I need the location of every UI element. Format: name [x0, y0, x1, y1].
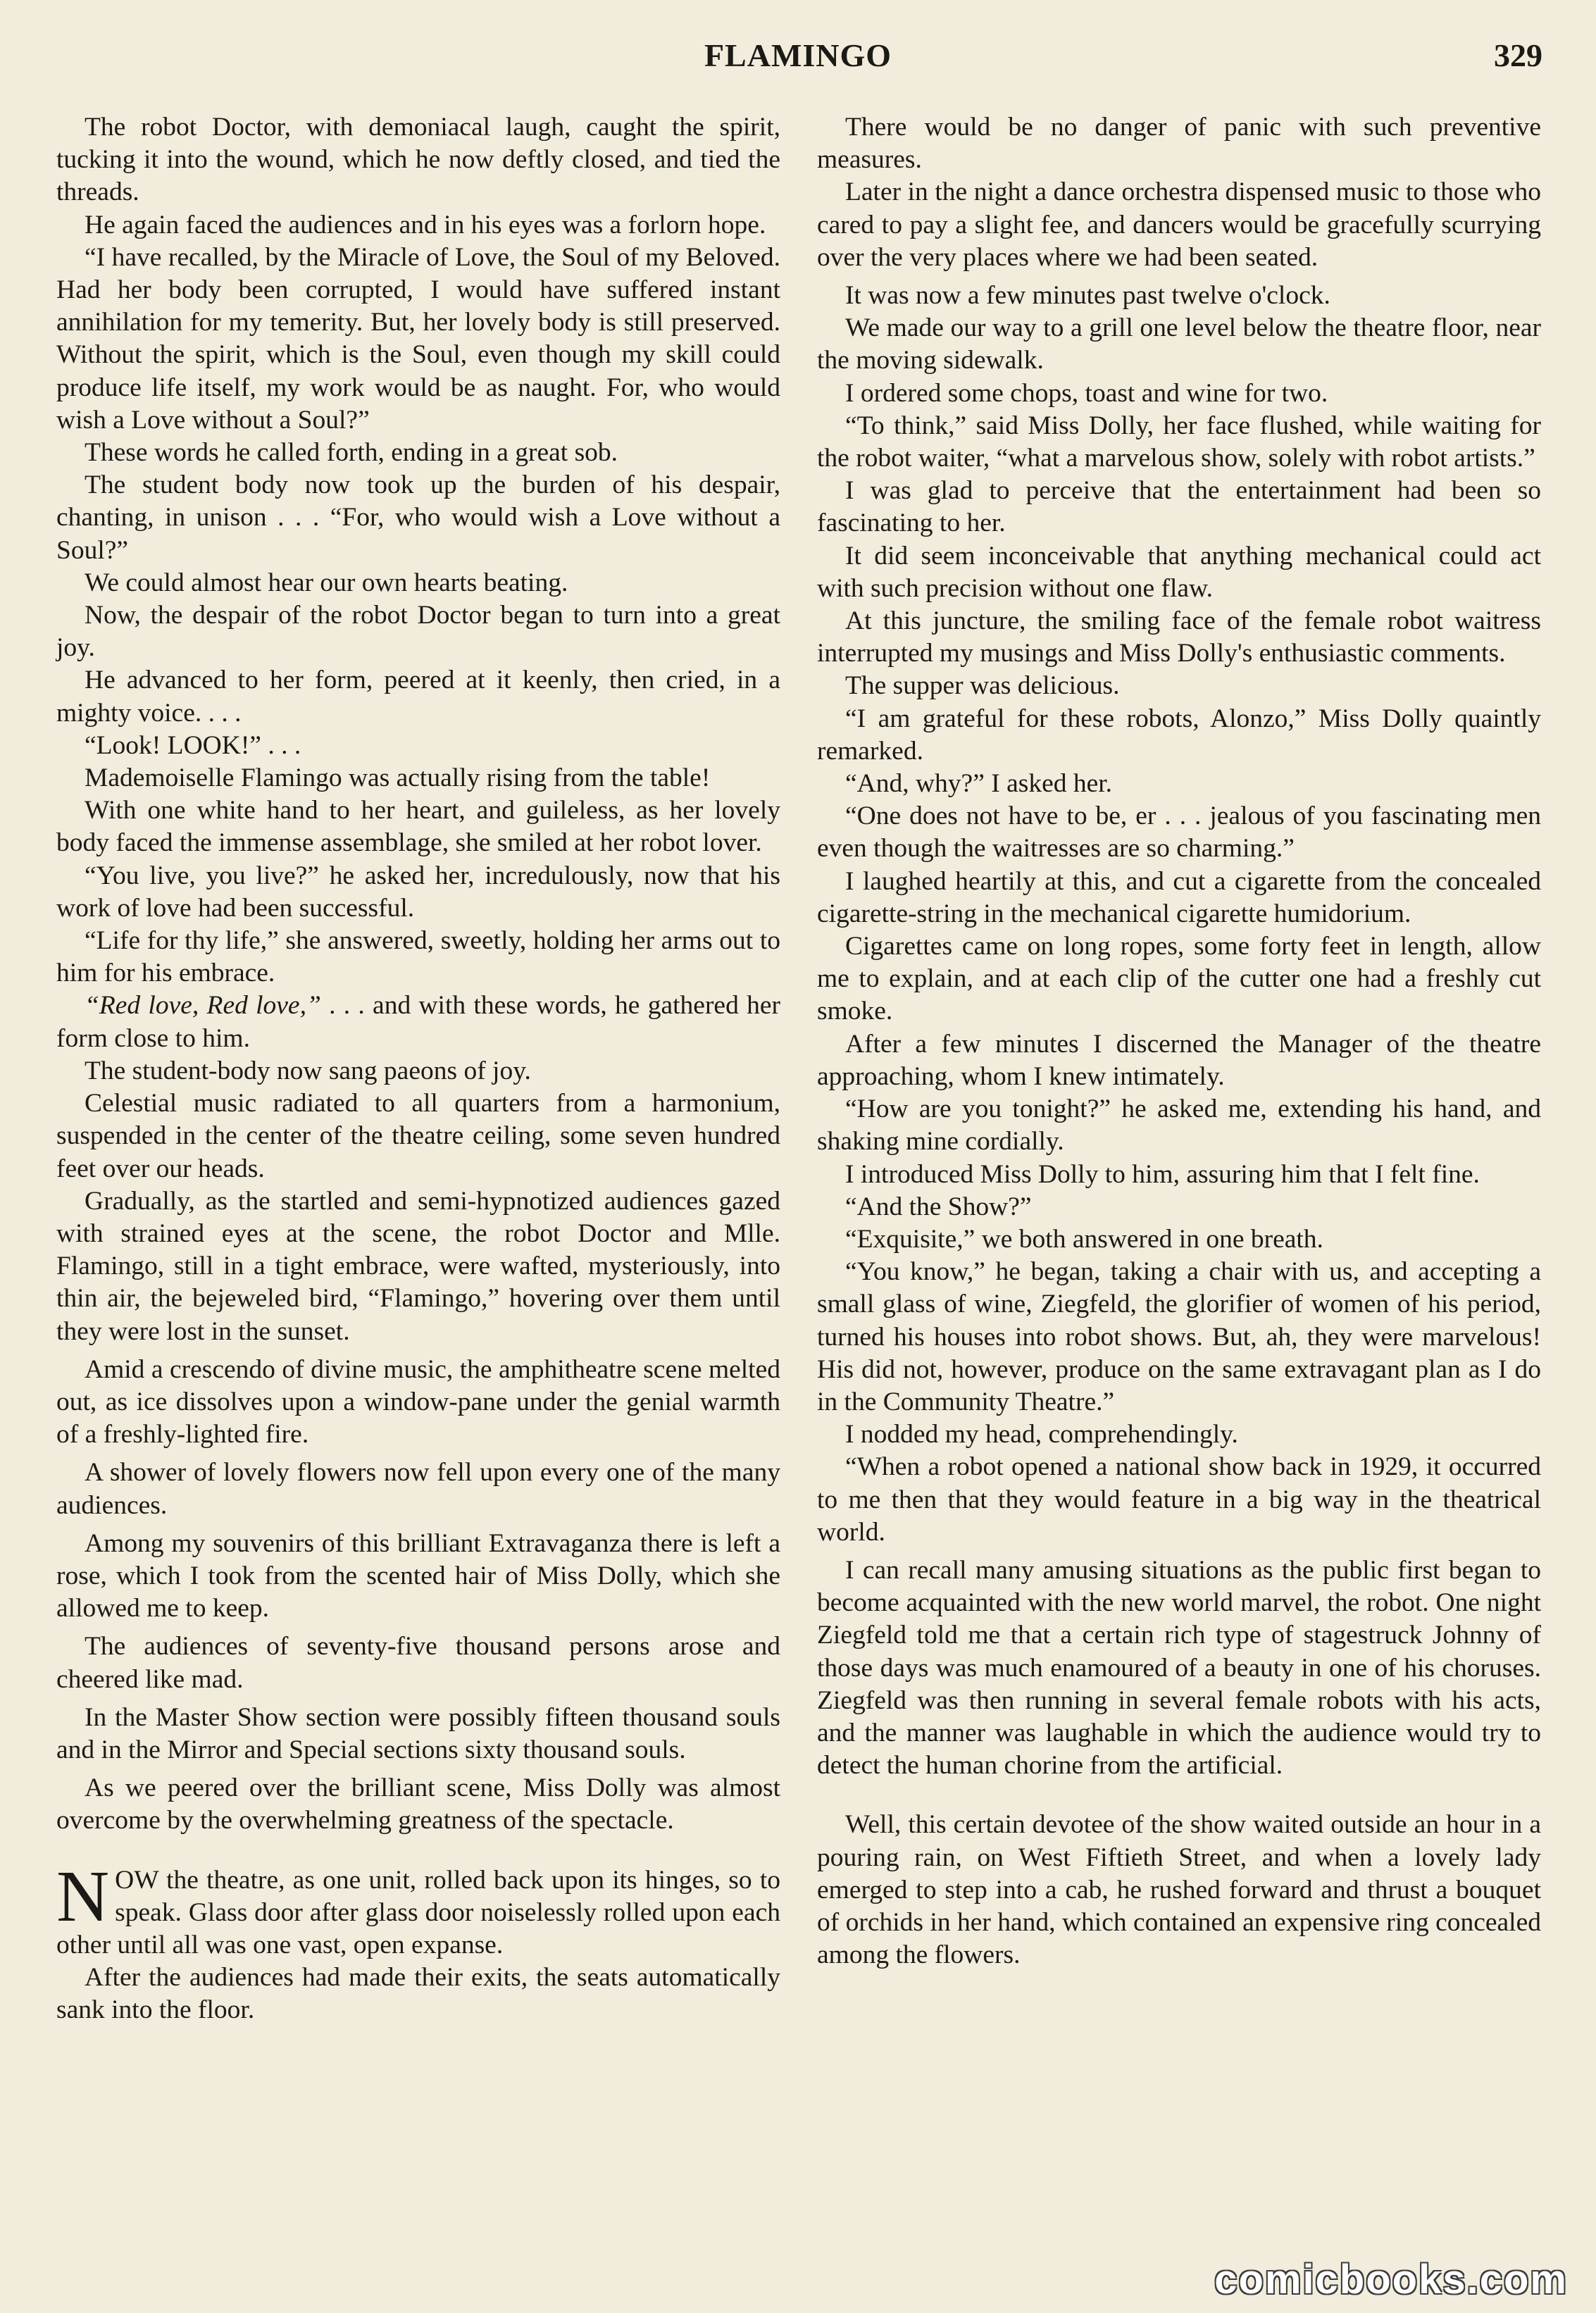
paragraph: I was glad to perceive that the entertainment had been so fascinating to her.: [817, 476, 1541, 538]
paragraph: Later in the night a dance orchestra dispensed music to those who cared to pay a slight fee, and dancers would be gracefully scurrying over the very places where we had been seated.: [817, 177, 1541, 272]
paragraph: I can recall many amusing situations as the public first began to become acquainted with the new world marvel, the robot. One night Ziegfeld told me that a certain rich type of stagestruck Johnny of those days was much enamoured of a beauty in one of his choruses. Ziegfeld was then running in several female robots with his acts, and the manner was laughable in which the audience would try to detect the human chorine from the artificial.: [817, 1555, 1541, 1781]
paragraph: The supper was delicious.: [845, 671, 1120, 701]
paragraph: It was now a few minutes past twelve o'clock.: [845, 281, 1330, 311]
page-number: 329: [1494, 37, 1542, 73]
drop-cap: N: [56, 1855, 110, 1937]
paragraph: Amid a crescendo of divine music, the amphitheatre scene melted out, as ice dissolves upon a window-pane under the genial warmth of a freshly-lighted fire.: [56, 1354, 780, 1449]
paragraph: We made our way to a grill one level below the theatre floor, near the moving sidewalk.: [817, 313, 1541, 375]
dropcap-paragraph: [56, 1855, 780, 1962]
paragraph: These words he called forth, ending in a great sob.: [85, 438, 618, 468]
paragraph: We could almost hear our own hearts beating.: [85, 568, 568, 597]
paragraph: “And, why?” I asked her.: [845, 769, 1113, 799]
paragraph: “When a robot opened a national show back in 1929, it occurred to me then that they would feature in a big way in the theatrical world.: [817, 1452, 1541, 1547]
left-column: [56, 111, 780, 2027]
page-header: [0, 37, 1596, 86]
paragraph: Celestial music radiated to all quarters from a harmonium, suspended in the center of the theatre ceiling, some seven hundred feet over our heads.: [56, 1089, 780, 1183]
paragraph: There would be no danger of panic with such preventive measures.: [817, 113, 1541, 175]
paragraph: The audiences of seventy-five thousand persons arose and cheered like mad.: [56, 1632, 780, 1694]
paragraph: “Look! LOOK!” . . .: [85, 730, 301, 760]
paragraph: He again faced the audiences and in his eyes was a forlorn hope.: [85, 210, 766, 239]
paragraph: “How are you tonight?” he asked me, extending his hand, and shaking mine cordially.: [817, 1095, 1541, 1156]
right-column: [817, 111, 1541, 1971]
paragraph: “Life for thy life,” she answered, sweetly, holding her arms out to him for his embrace.: [56, 926, 780, 988]
paragraph: Cigarettes came on long ropes, some forty feet in length, allow me to explain, and at each clip of the cutter one had a freshly cut smoke.: [817, 932, 1541, 1026]
paragraph: He advanced to her form, peered at it keenly, then cried, in a mighty voice. . . .: [56, 666, 780, 728]
paragraph: In the Master Show section were possibly fifteen thousand souls and in the Mirror and Special sections sixty thousand souls.: [56, 1702, 780, 1764]
paragraph: The student-body now sang paeons of joy.: [85, 1056, 531, 1085]
italic-quote: “Red love, Red love,”: [85, 991, 321, 1021]
paragraph: A shower of lovely flowers now fell upon every one of the many audiences.: [56, 1458, 780, 1520]
paragraph: The student body now took up the burden of his despair, chanting, in unison . . . “For, who would wish a Love without a Soul?”: [56, 470, 780, 565]
paragraph: At this juncture, the smiling face of the female robot waitress interrupted my musings and Miss Dolly's enthusiastic comments.: [817, 606, 1541, 668]
paragraph: Mademoiselle Flamingo was actually rising from the table!: [85, 763, 711, 793]
paragraph: As we peered over the brilliant scene, Miss Dolly was almost overcome by the overwhelming greatness of the spectacle.: [56, 1773, 780, 1835]
paragraph: I introduced Miss Dolly to him, assuring him that I felt fine.: [845, 1159, 1480, 1189]
paragraph: “I have recalled, by the Miracle of Love, the Soul of my Beloved. Had her body been corrupted, I would have suffered instant annihilation for my temerity. But, her lovely body is still preserved. Without the spirit, which is the Soul, even though my skill could produce life itself, my work would be as naught. For, who would wish a Love without a Soul?”: [56, 242, 780, 435]
paragraph: “Exquisite,” we both answered in one breath.: [845, 1224, 1323, 1254]
paragraph: I ordered some chops, toast and wine for two.: [845, 378, 1328, 408]
paragraph-text: OW the theatre, as one unit, rolled back upon its hinges, so to speak. Glass door after glass door noiselessly rolled upon each other until all was one vast, open expanse.: [56, 1865, 780, 1959]
running-title: FLAMINGO: [704, 37, 892, 73]
paragraph: The robot Doctor, with demoniacal laugh, caught the spirit, tucking it into the wound, which he now deftly closed, and tied the threads.: [56, 113, 780, 207]
paragraph-text: . . . and with these words, he gathered her form close to him.: [56, 991, 780, 1053]
watermark: comicbooks.com: [1214, 2257, 1568, 2302]
paragraph: “You know,” he began, taking a chair with us, and accepting a small glass of wine, Ziegfeld, the glorifier of women of his period, turned his houses into robot shows. But, ah, they were marvelous! His did not, however, produce on the same extravagant plan as I do in the Community Theatre.”: [817, 1257, 1541, 1416]
paragraph: Now, the despair of the robot Doctor began to turn into a great joy.: [56, 601, 780, 663]
paragraph: Well, this certain devotee of the show waited outside an hour in a pouring rain, on West Fiftieth Street, and when a lovely lady emerged to step into a cab, he rushed forward and thrust a bouquet of orchids in her hand, which contained an expensive ring concealed among the flowers.: [817, 1810, 1541, 1970]
paragraph: With one white hand to her heart, and guileless, as her lovely body faced the immense assemblage, she smiled at her robot lover.: [56, 796, 780, 858]
paragraph: “One does not have to be, er . . . jealous of you fascinating men even though the waitresses are so charming.”: [817, 802, 1541, 864]
italic-quote-paragraph: [56, 990, 780, 1054]
paragraph: “To think,” said Miss Dolly, her face flushed, while waiting for the robot waiter, “what a marvelous show, solely with robot artists.”: [817, 411, 1541, 473]
paragraph: “I am grateful for these robots, Alonzo,” Miss Dolly quaintly remarked.: [817, 704, 1541, 766]
paragraph: After the audiences had made their exits, the seats automatically sank into the floor.: [56, 1963, 780, 2025]
paragraph: It did seem inconceivable that anything mechanical could act with such precision without one flaw.: [817, 541, 1541, 603]
paragraph: “You live, you live?” he asked her, incredulously, now that his work of love had been successful.: [56, 861, 780, 923]
paragraph: After a few minutes I discerned the Manager of the theatre approaching, whom I knew intimately.: [817, 1029, 1541, 1091]
paragraph: I nodded my head, comprehendingly.: [845, 1420, 1238, 1449]
paragraph: “And the Show?”: [845, 1192, 1032, 1221]
paragraph: I laughed heartily at this, and cut a cigarette from the concealed cigarette-string in the mechanical cigarette humidorium.: [817, 866, 1541, 928]
paragraph: Among my souvenirs of this brilliant Extravaganza there is left a rose, which I took from the scented hair of Miss Dolly, which she allowed me to keep.: [56, 1528, 780, 1623]
paragraph: Gradually, as the startled and semi-hypnotized audiences gazed with strained eyes at the scene, the robot Doctor and Mlle. Flamingo, still in a tight embrace, were wafted, mysteriously, into thin air, the bejeweled bird, “Flamingo,” hovering over them until they were lost in the sunset.: [56, 1186, 780, 1346]
